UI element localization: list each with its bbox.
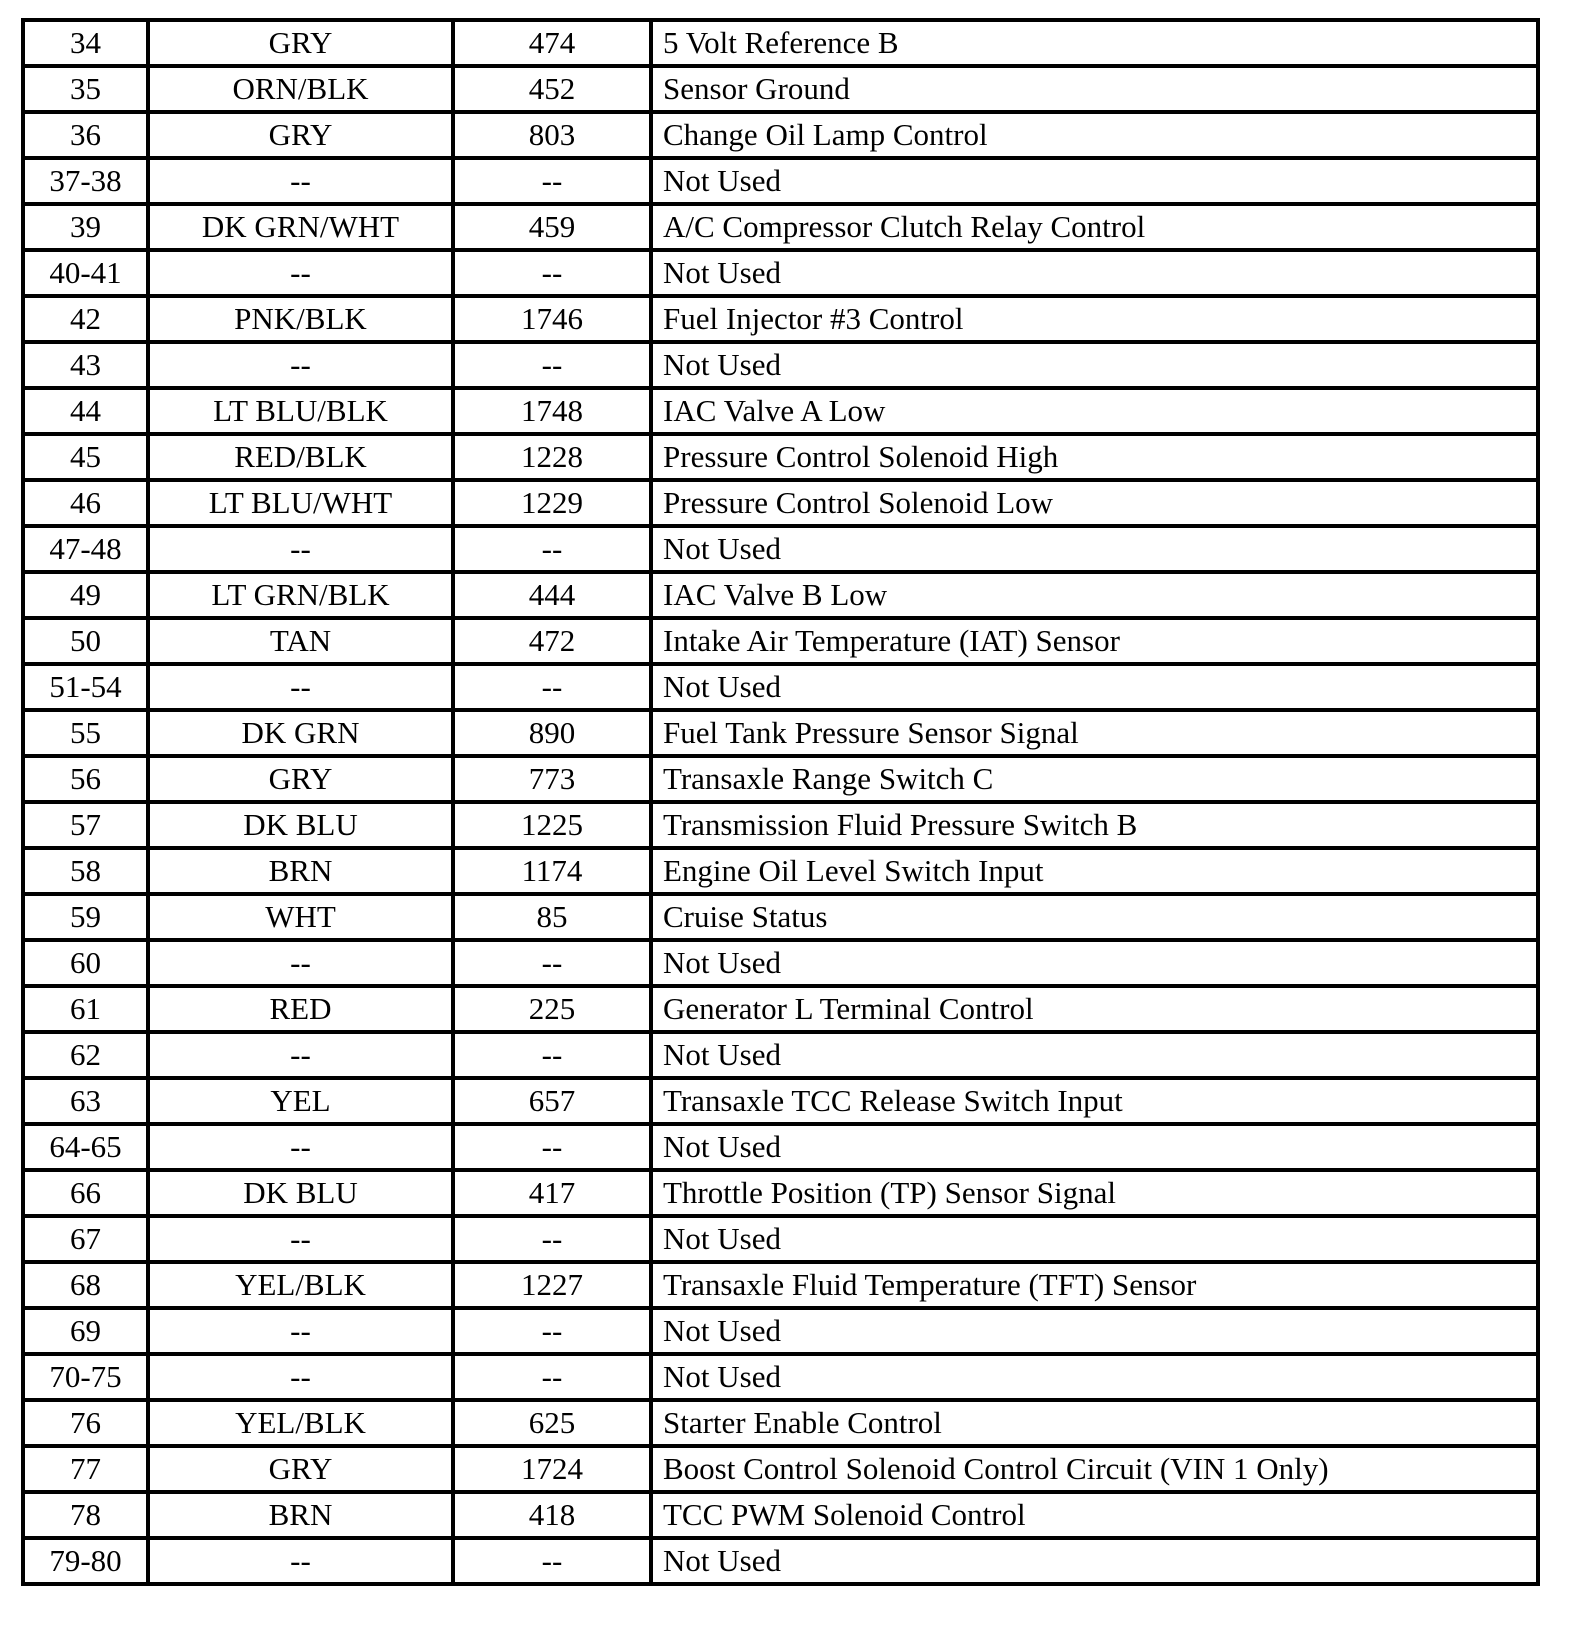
wire-color-cell: YEL/BLK bbox=[148, 1400, 453, 1446]
function-cell: Fuel Tank Pressure Sensor Signal bbox=[651, 710, 1538, 756]
pin-number-cell: 58 bbox=[23, 848, 148, 894]
table-row bbox=[23, 1078, 1538, 1124]
circuit-number-cell: -- bbox=[453, 1124, 651, 1170]
table-row bbox=[23, 802, 1538, 848]
pin-number-cell: 47-48 bbox=[23, 526, 148, 572]
wire-color-cell: BRN bbox=[148, 1492, 453, 1538]
function-cell: Pressure Control Solenoid High bbox=[651, 434, 1538, 480]
circuit-number-cell: 444 bbox=[453, 572, 651, 618]
table-row bbox=[23, 894, 1538, 940]
table-row bbox=[23, 572, 1538, 618]
circuit-number-cell: 417 bbox=[453, 1170, 651, 1216]
table-row bbox=[23, 1170, 1538, 1216]
table-row bbox=[23, 710, 1538, 756]
wire-color-cell: LT BLU/WHT bbox=[148, 480, 453, 526]
table-row bbox=[23, 1538, 1538, 1584]
wire-color-cell: DK BLU bbox=[148, 1170, 453, 1216]
pin-number-cell: 68 bbox=[23, 1262, 148, 1308]
table-row bbox=[23, 526, 1538, 572]
wire-color-cell: -- bbox=[148, 342, 453, 388]
table-row bbox=[23, 20, 1538, 66]
function-cell: Cruise Status bbox=[651, 894, 1538, 940]
table-row bbox=[23, 1216, 1538, 1262]
pin-number-cell: 42 bbox=[23, 296, 148, 342]
wire-color-cell: -- bbox=[148, 1032, 453, 1078]
wire-color-cell: TAN bbox=[148, 618, 453, 664]
pinout-table-body bbox=[23, 20, 1538, 1584]
pin-number-cell: 66 bbox=[23, 1170, 148, 1216]
circuit-number-cell: 225 bbox=[453, 986, 651, 1032]
function-cell: Not Used bbox=[651, 1308, 1538, 1354]
function-cell: A/C Compressor Clutch Relay Control bbox=[651, 204, 1538, 250]
function-cell: IAC Valve A Low bbox=[651, 388, 1538, 434]
wire-color-cell: -- bbox=[148, 250, 453, 296]
table-row bbox=[23, 940, 1538, 986]
table-row bbox=[23, 66, 1538, 112]
wire-color-cell: GRY bbox=[148, 20, 453, 66]
circuit-number-cell: 418 bbox=[453, 1492, 651, 1538]
table-row bbox=[23, 1492, 1538, 1538]
pin-number-cell: 44 bbox=[23, 388, 148, 434]
function-cell: 5 Volt Reference B bbox=[651, 20, 1538, 66]
wire-color-cell: PNK/BLK bbox=[148, 296, 453, 342]
table-row bbox=[23, 1308, 1538, 1354]
pin-number-cell: 55 bbox=[23, 710, 148, 756]
function-cell: Engine Oil Level Switch Input bbox=[651, 848, 1538, 894]
function-cell: Transaxle Fluid Temperature (TFT) Sensor bbox=[651, 1262, 1538, 1308]
pin-number-cell: 36 bbox=[23, 112, 148, 158]
circuit-number-cell: -- bbox=[453, 250, 651, 296]
wire-color-cell: -- bbox=[148, 1538, 453, 1584]
pin-number-cell: 37-38 bbox=[23, 158, 148, 204]
pin-number-cell: 67 bbox=[23, 1216, 148, 1262]
table-row bbox=[23, 1446, 1538, 1492]
circuit-number-cell: -- bbox=[453, 940, 651, 986]
circuit-number-cell: 472 bbox=[453, 618, 651, 664]
function-cell: Sensor Ground bbox=[651, 66, 1538, 112]
circuit-number-cell: 1748 bbox=[453, 388, 651, 434]
circuit-number-cell: -- bbox=[453, 342, 651, 388]
wire-color-cell: -- bbox=[148, 158, 453, 204]
table-row bbox=[23, 618, 1538, 664]
pin-number-cell: 64-65 bbox=[23, 1124, 148, 1170]
pin-number-cell: 77 bbox=[23, 1446, 148, 1492]
wire-color-cell: -- bbox=[148, 664, 453, 710]
wire-color-cell: YEL bbox=[148, 1078, 453, 1124]
pin-number-cell: 59 bbox=[23, 894, 148, 940]
pin-number-cell: 57 bbox=[23, 802, 148, 848]
pin-number-cell: 56 bbox=[23, 756, 148, 802]
wire-color-cell: YEL/BLK bbox=[148, 1262, 453, 1308]
table-row bbox=[23, 296, 1538, 342]
wire-color-cell: -- bbox=[148, 1308, 453, 1354]
table-row bbox=[23, 1262, 1538, 1308]
circuit-number-cell: -- bbox=[453, 1216, 651, 1262]
pin-number-cell: 45 bbox=[23, 434, 148, 480]
function-cell: Not Used bbox=[651, 1538, 1538, 1584]
circuit-number-cell: 1174 bbox=[453, 848, 651, 894]
pin-number-cell: 60 bbox=[23, 940, 148, 986]
table-row bbox=[23, 112, 1538, 158]
table-row bbox=[23, 204, 1538, 250]
wire-color-cell: LT BLU/BLK bbox=[148, 388, 453, 434]
function-cell: Not Used bbox=[651, 1032, 1538, 1078]
connector-pinout-table bbox=[21, 18, 1540, 1586]
pin-number-cell: 78 bbox=[23, 1492, 148, 1538]
wire-color-cell: RED bbox=[148, 986, 453, 1032]
table-row bbox=[23, 158, 1538, 204]
function-cell: Change Oil Lamp Control bbox=[651, 112, 1538, 158]
function-cell: Fuel Injector #3 Control bbox=[651, 296, 1538, 342]
wire-color-cell: GRY bbox=[148, 112, 453, 158]
circuit-number-cell: -- bbox=[453, 1308, 651, 1354]
circuit-number-cell: 1724 bbox=[453, 1446, 651, 1492]
wire-color-cell: DK GRN bbox=[148, 710, 453, 756]
table-row bbox=[23, 848, 1538, 894]
circuit-number-cell: -- bbox=[453, 1354, 651, 1400]
table-row bbox=[23, 388, 1538, 434]
pin-number-cell: 49 bbox=[23, 572, 148, 618]
wire-color-cell: BRN bbox=[148, 848, 453, 894]
wire-color-cell: -- bbox=[148, 1354, 453, 1400]
table-row bbox=[23, 250, 1538, 296]
circuit-number-cell: -- bbox=[453, 1538, 651, 1584]
pin-number-cell: 35 bbox=[23, 66, 148, 112]
pin-number-cell: 51-54 bbox=[23, 664, 148, 710]
circuit-number-cell: 890 bbox=[453, 710, 651, 756]
wire-color-cell: DK BLU bbox=[148, 802, 453, 848]
circuit-number-cell: 1229 bbox=[453, 480, 651, 526]
pin-number-cell: 61 bbox=[23, 986, 148, 1032]
table-row bbox=[23, 756, 1538, 802]
wire-color-cell: -- bbox=[148, 1216, 453, 1262]
pin-number-cell: 70-75 bbox=[23, 1354, 148, 1400]
pin-number-cell: 46 bbox=[23, 480, 148, 526]
function-cell: Not Used bbox=[651, 158, 1538, 204]
pin-number-cell: 34 bbox=[23, 20, 148, 66]
wire-color-cell: ORN/BLK bbox=[148, 66, 453, 112]
circuit-number-cell: 1228 bbox=[453, 434, 651, 480]
pin-number-cell: 50 bbox=[23, 618, 148, 664]
wire-color-cell: LT GRN/BLK bbox=[148, 572, 453, 618]
wire-color-cell: -- bbox=[148, 526, 453, 572]
table-row bbox=[23, 1124, 1538, 1170]
table-row bbox=[23, 434, 1538, 480]
circuit-number-cell: -- bbox=[453, 526, 651, 572]
wire-color-cell: -- bbox=[148, 940, 453, 986]
function-cell: Boost Control Solenoid Control Circuit (VIN 1 Only) bbox=[651, 1446, 1538, 1492]
pin-number-cell: 69 bbox=[23, 1308, 148, 1354]
pin-number-cell: 40-41 bbox=[23, 250, 148, 296]
table-row bbox=[23, 1400, 1538, 1446]
function-cell: Transaxle TCC Release Switch Input bbox=[651, 1078, 1538, 1124]
function-cell: Not Used bbox=[651, 1216, 1538, 1262]
table-row bbox=[23, 1354, 1538, 1400]
circuit-number-cell: 803 bbox=[453, 112, 651, 158]
pin-number-cell: 79-80 bbox=[23, 1538, 148, 1584]
circuit-number-cell: -- bbox=[453, 664, 651, 710]
circuit-number-cell: 1225 bbox=[453, 802, 651, 848]
function-cell: IAC Valve B Low bbox=[651, 572, 1538, 618]
table-row bbox=[23, 664, 1538, 710]
wire-color-cell: WHT bbox=[148, 894, 453, 940]
wire-color-cell: GRY bbox=[148, 1446, 453, 1492]
function-cell: Generator L Terminal Control bbox=[651, 986, 1538, 1032]
wire-color-cell: RED/BLK bbox=[148, 434, 453, 480]
function-cell: TCC PWM Solenoid Control bbox=[651, 1492, 1538, 1538]
function-cell: Not Used bbox=[651, 1124, 1538, 1170]
circuit-number-cell: 85 bbox=[453, 894, 651, 940]
circuit-number-cell: 452 bbox=[453, 66, 651, 112]
wire-color-cell: GRY bbox=[148, 756, 453, 802]
pin-number-cell: 43 bbox=[23, 342, 148, 388]
pin-number-cell: 39 bbox=[23, 204, 148, 250]
wire-color-cell: -- bbox=[148, 1124, 453, 1170]
table-row bbox=[23, 342, 1538, 388]
function-cell: Not Used bbox=[651, 940, 1538, 986]
circuit-number-cell: -- bbox=[453, 158, 651, 204]
function-cell: Not Used bbox=[651, 250, 1538, 296]
function-cell: Not Used bbox=[651, 342, 1538, 388]
function-cell: Not Used bbox=[651, 526, 1538, 572]
table-row bbox=[23, 480, 1538, 526]
circuit-number-cell: 773 bbox=[453, 756, 651, 802]
function-cell: Throttle Position (TP) Sensor Signal bbox=[651, 1170, 1538, 1216]
function-cell: Not Used bbox=[651, 1354, 1538, 1400]
circuit-number-cell: 625 bbox=[453, 1400, 651, 1446]
function-cell: Intake Air Temperature (IAT) Sensor bbox=[651, 618, 1538, 664]
circuit-number-cell: 1227 bbox=[453, 1262, 651, 1308]
table-row bbox=[23, 986, 1538, 1032]
table-row bbox=[23, 1032, 1538, 1078]
function-cell: Pressure Control Solenoid Low bbox=[651, 480, 1538, 526]
pin-number-cell: 63 bbox=[23, 1078, 148, 1124]
circuit-number-cell: 459 bbox=[453, 204, 651, 250]
function-cell: Starter Enable Control bbox=[651, 1400, 1538, 1446]
circuit-number-cell: 1746 bbox=[453, 296, 651, 342]
pin-number-cell: 62 bbox=[23, 1032, 148, 1078]
function-cell: Transmission Fluid Pressure Switch B bbox=[651, 802, 1538, 848]
wire-color-cell: DK GRN/WHT bbox=[148, 204, 453, 250]
function-cell: Transaxle Range Switch C bbox=[651, 756, 1538, 802]
circuit-number-cell: 657 bbox=[453, 1078, 651, 1124]
circuit-number-cell: 474 bbox=[453, 20, 651, 66]
function-cell: Not Used bbox=[651, 664, 1538, 710]
pin-number-cell: 76 bbox=[23, 1400, 148, 1446]
circuit-number-cell: -- bbox=[453, 1032, 651, 1078]
